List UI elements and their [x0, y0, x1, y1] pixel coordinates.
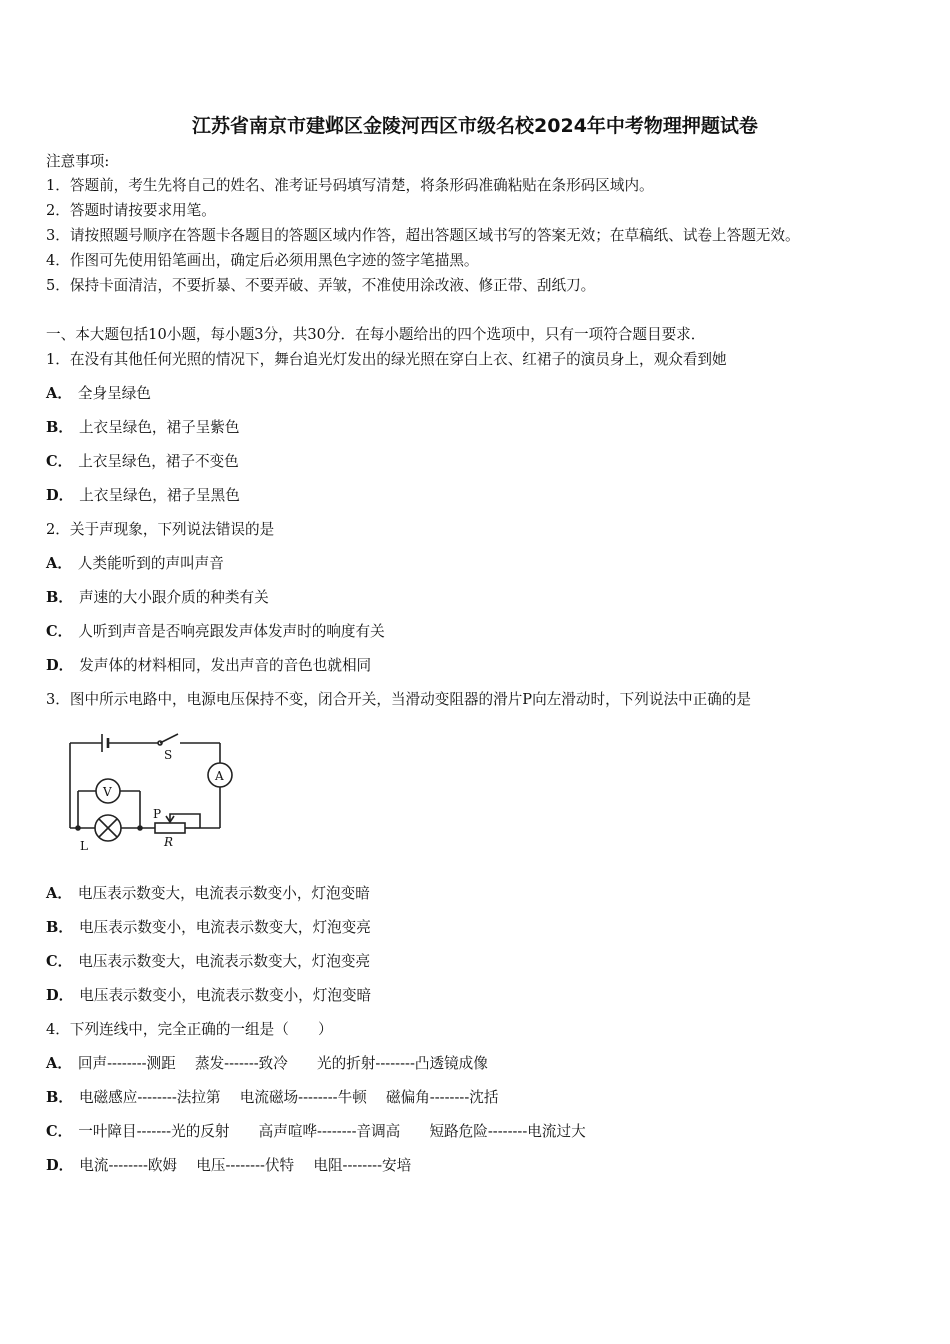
option-letter: B．	[46, 419, 73, 436]
answer-option[interactable]	[46, 452, 239, 472]
page-title: 江苏省南京市建邺区金陵河西区市级名校2024年中考物理押题试卷	[192, 115, 758, 137]
answer-option[interactable]	[46, 554, 224, 574]
option-letter: A．	[46, 555, 72, 572]
option-letter: A．	[46, 385, 72, 402]
option-text: 人类能听到的声叫声音	[77, 555, 224, 572]
option-text: 上衣呈绿色，裙子呈黑色	[79, 487, 240, 504]
answer-option[interactable]	[46, 486, 240, 506]
notice-item: 4．作图可先使用铅笔画出，确定后必须用黑色字迹的签字笔描黑。	[46, 252, 479, 269]
notice-item: 3．请按照题号顺序在答题卡各题目的答题区域内作答，超出答题区域书写的答案无效；在草稿纸、试卷上答题无效。	[46, 227, 800, 244]
question-stem: 4．下列连线中，完全正确的一组是（ ）	[46, 1021, 333, 1038]
answer-option[interactable]	[46, 1156, 411, 1176]
junction-dot	[76, 826, 80, 830]
option-text: 电压表示数变小，电流表示数变大，灯泡变亮	[78, 919, 371, 936]
notice-item: 1．答题前，考生先将自己的姓名、准考证号码填写清楚，将条形码准确粘贴在条形码区域内。	[46, 177, 654, 194]
circuit-diagram	[60, 728, 250, 858]
answer-option[interactable]	[46, 418, 239, 438]
question-stem: 1．在没有其他任何光照的情况下，舞台追光灯发出的绿光照在穿白上衣、红裙子的演员身上，观众看到她	[46, 351, 727, 368]
answer-option[interactable]	[46, 384, 151, 404]
option-text: 电压表示数变小，电流表示数变小，灯泡变暗	[79, 987, 372, 1004]
answer-option[interactable]	[46, 656, 371, 676]
option-text: 上衣呈绿色，裙子呈紫色	[78, 419, 240, 436]
option-letter: C．	[46, 453, 73, 470]
answer-option[interactable]	[46, 884, 370, 904]
option-text: 电压表示数变大，电流表示数变大，灯泡变亮	[78, 953, 371, 970]
option-letter: D．	[46, 487, 74, 504]
option-text: 声速的大小跟介质的种类有关	[78, 589, 269, 606]
notice-heading: 注意事项:	[46, 153, 110, 170]
option-letter: D．	[46, 1157, 74, 1174]
rheostat-label: R	[164, 835, 174, 849]
answer-option[interactable]	[46, 952, 370, 972]
option-text: 全身呈绿色	[77, 385, 151, 402]
option-letter: D．	[46, 657, 74, 674]
ammeter-label: A	[215, 769, 224, 783]
option-letter: B．	[46, 589, 73, 606]
lamp-label: L	[80, 839, 88, 853]
option-letter: A．	[46, 1055, 72, 1072]
notice-item: 2．答题时请按要求用笔。	[46, 202, 216, 219]
option-text: 一叶障目-------光的反射 高声喧哗--------音调高 短路危险--------电流过大	[78, 1123, 586, 1140]
option-letter: D．	[46, 987, 74, 1004]
option-text: 发声体的材料相同，发出声音的音色也就相同	[79, 657, 372, 674]
option-text: 回声--------测距 蒸发-------致冷 光的折射--------凸透镜成像	[77, 1055, 488, 1072]
rheostat-symbol	[155, 823, 185, 833]
question-stem: 2．关于声现象，下列说法错误的是	[46, 521, 275, 538]
option-letter: B．	[46, 919, 73, 936]
option-text: 电磁感应--------法拉第 电流磁场--------牛顿 磁偏角--------沈括	[78, 1089, 499, 1106]
answer-option[interactable]	[46, 588, 269, 608]
section-heading: 一、本大题包括10小题，每小题3分，共30分．在每小题给出的四个选项中，只有一项符合题目要求．	[46, 326, 706, 343]
option-letter: C．	[46, 1123, 73, 1140]
answer-option[interactable]	[46, 1088, 498, 1108]
option-text: 上衣呈绿色，裙子不变色	[78, 453, 239, 470]
question-stem: 3．图中所示电路中，电源电压保持不变，闭合开关，当滑动变阻器的滑片P向左滑动时，下列说法中正确的是	[46, 691, 752, 708]
answer-option[interactable]	[46, 1122, 586, 1142]
option-text: 电压表示数变大，电流表示数变小，灯泡变暗	[77, 885, 370, 902]
switch-blade	[160, 734, 178, 743]
junction-dot	[138, 826, 142, 830]
answer-option[interactable]	[46, 986, 371, 1006]
answer-option[interactable]	[46, 1054, 488, 1074]
answer-option[interactable]	[46, 622, 385, 642]
option-letter: A．	[46, 885, 72, 902]
voltmeter-label: V	[103, 785, 112, 799]
switch-label: S	[164, 748, 173, 762]
slider-label: P	[153, 807, 162, 821]
option-text: 人听到声音是否响亮跟发声体发声时的响度有关	[78, 623, 385, 640]
answer-option[interactable]	[46, 918, 371, 938]
option-text: 电流--------欧姆 电压--------伏特 电阻--------安培	[79, 1157, 412, 1174]
option-letter: C．	[46, 953, 73, 970]
option-letter: C．	[46, 623, 73, 640]
notice-item: 5．保持卡面清洁，不要折暴、不要弄破、弄皱，不准使用涂改液、修正带、刮纸刀。	[46, 277, 596, 294]
option-letter: B．	[46, 1089, 73, 1106]
